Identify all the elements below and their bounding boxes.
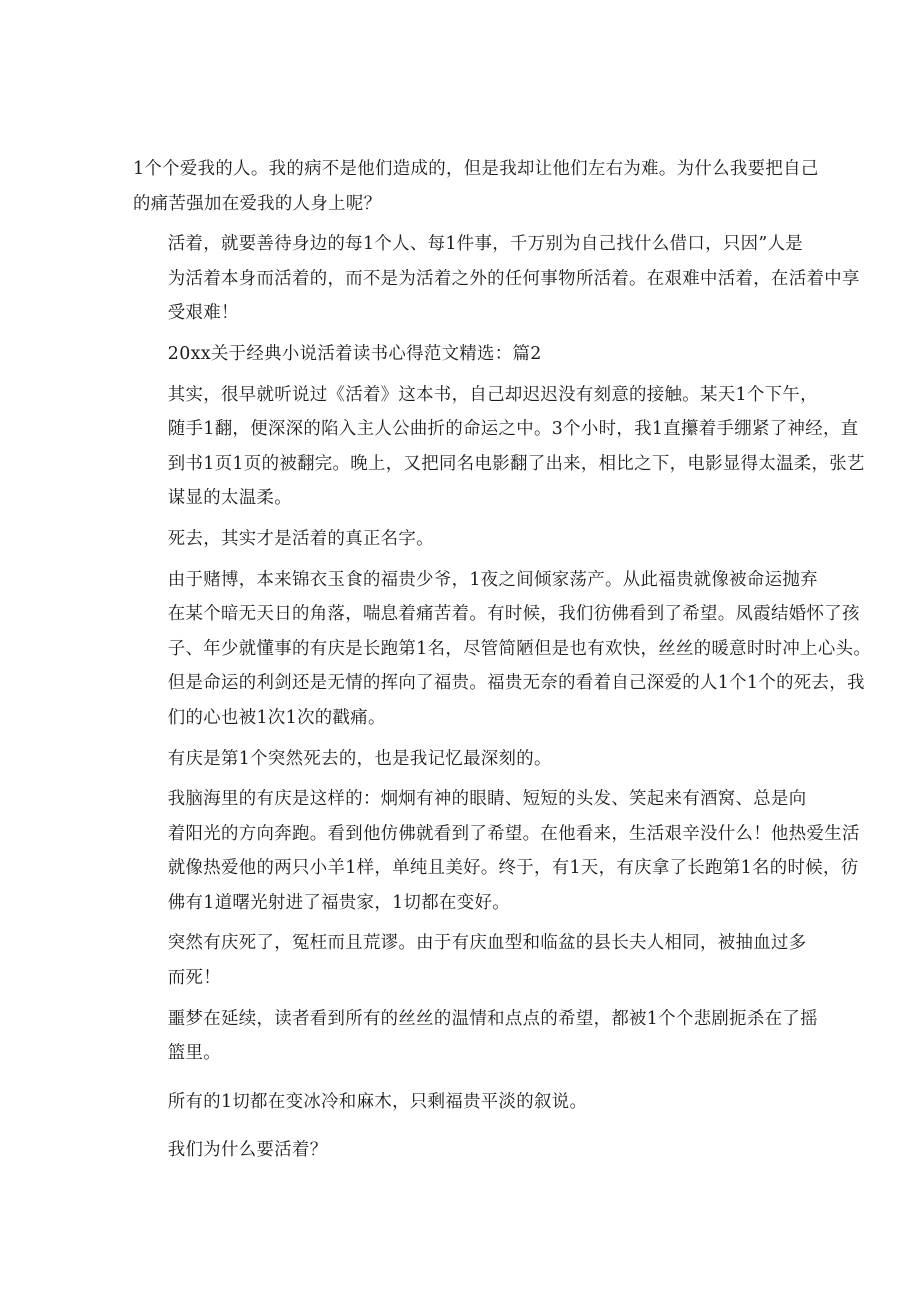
text-line: 死去，其实才是活着的真正名字。	[167, 528, 434, 549]
text-line: 谋显的太温柔。	[167, 488, 292, 509]
text-line: 子、年少就懂事的有庆是长跑第1名，尽管简陋但是也有欢快，丝丝的暖意时时冲上心头。	[167, 638, 872, 659]
text-line: 佛有1道曙光射进了福贵家，1切都在变好。	[167, 892, 510, 913]
paragraph-cold	[133, 1085, 788, 1120]
text-line: 随手1翻，便深深的陷入主人公曲折的命运之中。3个小时，我1直攥着手绷紧了神经，直	[167, 419, 859, 440]
text-line: 其实，很早就听说过《活着》这本书，自己却迟迟没有刻意的接触。某天1个下午，	[167, 384, 818, 405]
text-line: 的痛苦强加在爱我的人身上呢？	[133, 193, 382, 214]
paragraph-youqing-first	[133, 742, 788, 777]
text-line: 到书1页1页的被翻完。晚上，又把同名电影翻了出来，相比之下，电影显得太温柔，张艺	[167, 453, 865, 474]
text-line: 就像热爱他的两只小羊1样，单纯且美好。终于，有1天，有庆拿了长跑第1名的时候，彷	[167, 858, 859, 879]
section-heading	[133, 337, 788, 372]
text-line: 1个个爱我的人。我的病不是他们造成的，但是我却让他们左右为难。为什么我要把自己	[133, 159, 819, 179]
paragraph-fugui	[133, 563, 872, 736]
text-line: 噩梦在延续，读者看到所有的丝丝的温情和点点的希望，都被1个个悲剧扼杀在了摇	[167, 1008, 818, 1029]
text-line: 在某个暗无天日的角落，喘息着痛苦着。有时候，我们彷佛看到了希望。凤霞结婚怀了孩	[167, 604, 860, 625]
paragraph-youqing-death	[133, 926, 807, 995]
text-line: 由于赌博，本来锦衣玉食的福贵少爷，1夜之间倾家荡产。从此福贵就像被命运抛弃	[167, 569, 818, 590]
text-line: 而死！	[167, 968, 222, 989]
text-line: 突然有庆死了，冤枉而且荒谬。由于有庆血型和临盆的县长夫人相同，被抽血过多	[167, 933, 807, 954]
paragraph-nightmare	[133, 1002, 818, 1071]
text-line: 着阳光的方向奔跑。看到他仿佛就看到了希望。在他看来，生活艰辛没什么！他热爱生活	[167, 823, 860, 844]
text-line: 篮里。	[167, 1043, 222, 1064]
paragraph-living	[133, 227, 860, 331]
text-line: 所有的1切都在变冰冷和麻木，只剩福贵平淡的叙说。	[167, 1091, 588, 1112]
text-line: 为活着本身而活着的，而不是为活着之外的任何事物所活着。在艰难中活着，在活着中享	[167, 268, 860, 289]
paragraph-question	[133, 1133, 788, 1168]
paragraph-continuation	[133, 152, 819, 221]
heading-text: 20xx关于经典小说活着读书心得范文精选：篇2	[167, 343, 542, 364]
text-line: 们的心也被1次1次的戳痛。	[167, 707, 386, 728]
text-line: 活着，就要善待身边的每1个人、每1件事，千万别为自己找什么借口，只因”人是	[167, 234, 804, 255]
paragraph-intro	[133, 378, 865, 516]
paragraph-death	[133, 522, 788, 557]
text-line: 我脑海里的有庆是这样的：炯炯有神的眼睛、短短的头发、笑起来有酒窝、总是向	[167, 789, 807, 810]
text-line: 有庆是第1个突然死去的，也是我记忆最深刻的。	[167, 748, 552, 769]
text-line: 但是命运的利剑还是无情的挥向了福贵。福贵无奈的看着自己深爱的人1个1个的死去，我	[167, 673, 865, 694]
text-line: 我们为什么要活着？	[167, 1140, 328, 1161]
text-line: 受艰难！	[167, 303, 239, 324]
paragraph-youqing-memory	[133, 782, 860, 920]
article-body	[133, 152, 872, 1168]
